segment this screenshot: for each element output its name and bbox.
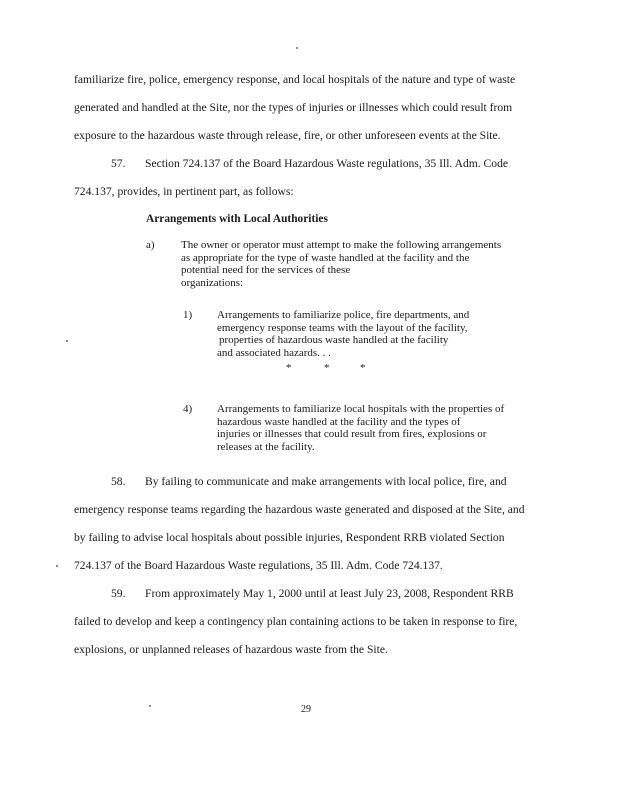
quote-line: organizations: <box>181 276 244 289</box>
paragraph-number: 57. <box>111 157 126 170</box>
paragraph-number: 58. <box>111 475 126 488</box>
body-line: 724.137, provides, in pertinent part, as follows: <box>74 185 294 198</box>
ellipsis-star: * <box>286 362 292 374</box>
ellipsis-star: * <box>360 362 366 374</box>
body-line: exposure to the hazardous waste through release, fire, or other unforeseen events at the Site. <box>74 129 501 142</box>
scan-speck <box>296 47 298 49</box>
body-line: 724.137 of the Board Hazardous Waste regulations, 35 Ill. Adm. Code 724.137. <box>74 559 443 572</box>
scan-speck <box>66 340 68 342</box>
body-line: Section 724.137 of the Board Hazardous Waste regulations, 35 Ill. Adm. Code <box>145 157 509 170</box>
body-line: familiarize fire, police, emergency response, and local hospitals of the nature and type of waste <box>74 73 516 86</box>
quote-line: Arrangements to familiarize police, fire departments, and <box>217 309 470 321</box>
scan-speck <box>56 565 58 567</box>
quote-line: as appropriate for the type of waste handled at the facility and the <box>181 251 470 264</box>
body-line: By failing to communicate and make arrangements with local police, fire, and <box>145 475 507 488</box>
quote-heading: Arrangements with Local Authorities <box>146 213 328 225</box>
body-line: emergency response teams regarding the hazardous waste generated and disposed at the Site, and <box>74 503 525 516</box>
quote-line: releases at the facility. <box>217 440 315 453</box>
quote-line: injuries or illnesses that could result from fires, explosions or <box>217 428 487 440</box>
body-line: From approximately May 1, 2000 until at least July 23, 2008, Respondent RRB <box>145 587 514 600</box>
item-label: a) <box>146 239 155 251</box>
scan-speck <box>149 705 151 707</box>
quote-line: hazardous waste handled at the facility and the types of <box>217 415 461 428</box>
body-line: explosions, or unplanned releases of hazardous waste from the Site. <box>74 643 388 656</box>
item-label: 4) <box>183 403 193 415</box>
quote-line: properties of hazardous waste handled at the facility <box>219 334 449 346</box>
quote-line: Arrangements to familiarize local hospitals with the properties of <box>217 403 505 415</box>
body-line: generated and handled at the Site, nor the types of injuries or illnesses which could result from <box>74 101 513 114</box>
body-line: failed to develop and keep a contingency plan containing actions to be taken in response to fire, <box>74 615 518 628</box>
quote-line: emergency response teams with the layout of the facility, <box>217 321 468 334</box>
quote-line: and associated hazards. . . <box>217 346 331 359</box>
ellipsis-star: * <box>324 362 330 374</box>
page-number: 29 <box>301 704 311 715</box>
quote-line: The owner or operator must attempt to make the following arrangements <box>181 239 502 251</box>
paragraph-number: 59. <box>111 587 126 600</box>
item-label: 1) <box>183 309 193 321</box>
quote-line: potential need for the services of these <box>181 264 351 276</box>
body-line: by failing to advise local hospitals about possible injuries, Respondent RRB violated Section <box>74 531 505 544</box>
